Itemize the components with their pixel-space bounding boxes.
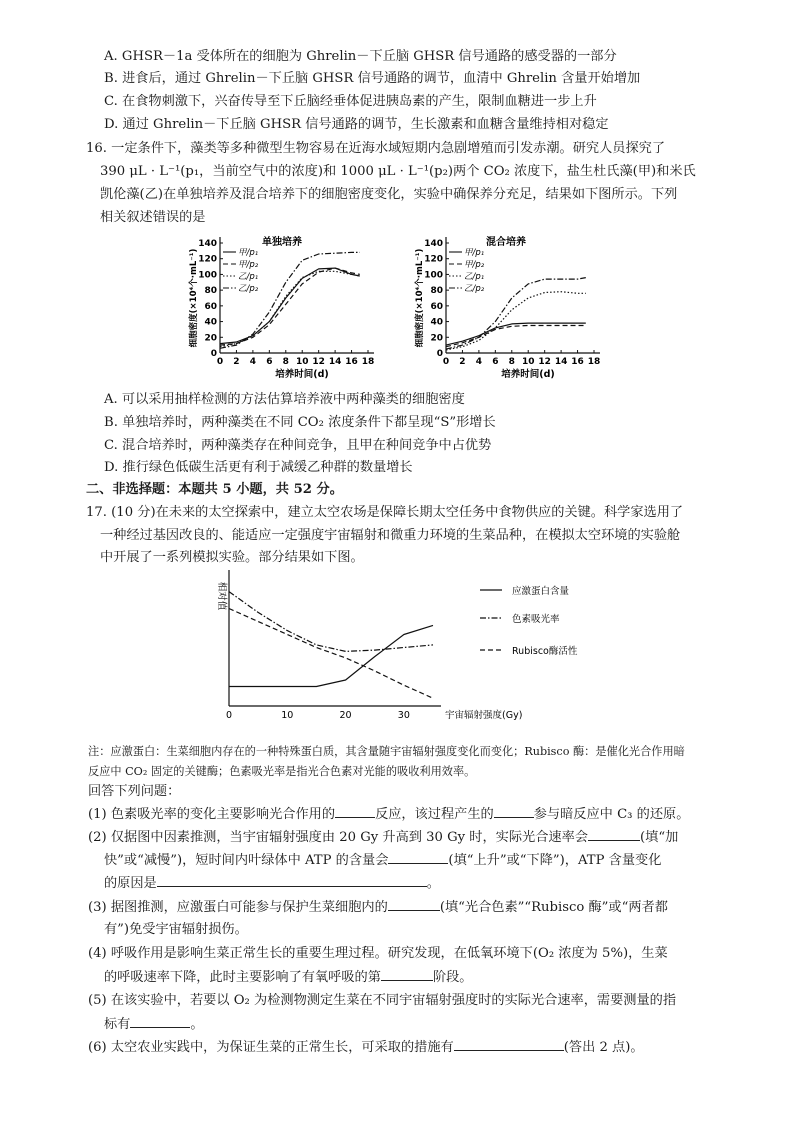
q17-stem-line: 中开展了一系列模拟实验。部分结果如下图。 bbox=[100, 550, 364, 565]
y-tick-label: 40 bbox=[430, 317, 443, 328]
legend-label: 甲/p₂ bbox=[464, 260, 485, 270]
q15-option-b: B. 进食后，通过 Ghrelin－下丘脑 GHSR 信号通路的调节，血清中 Ghrelin 含量开始增加 bbox=[104, 71, 641, 86]
x-axis-label: 培养时间(d) bbox=[275, 369, 329, 380]
y-tick-label: 60 bbox=[204, 301, 217, 312]
y-tick-label: 100 bbox=[424, 270, 443, 281]
legend-label: 应激蛋白含量 bbox=[512, 586, 570, 597]
y-tick-label: 20 bbox=[430, 333, 443, 344]
q17-sub1: (1) 色素吸光率的变化主要影响光合作用的 反应，该过程产生的 参与暗反应中 C₃ 的还原。 bbox=[88, 804, 689, 824]
chart-title: 单独培养 bbox=[262, 237, 302, 248]
x-tick-label: 18 bbox=[361, 357, 375, 367]
q16-option-b: B. 单独培养时，两种藻类在不同 CO₂ 浓度条件下都呈现“S”形增长 bbox=[104, 415, 496, 430]
y-tick-label: 0 bbox=[436, 349, 443, 359]
x-tick-label: 12 bbox=[538, 357, 551, 367]
series-line bbox=[446, 326, 586, 347]
q17-sub2-line2: 快”或“减慢”)，短时间内叶绿体中 ATP 的含量会 (填“上升”或“下降”)，ATP 含量变化 bbox=[104, 850, 661, 870]
x-tick-label: 20 bbox=[339, 710, 352, 721]
y-tick-label: 140 bbox=[198, 239, 217, 249]
q17-sub2-line1: (2) 仅据图中因素推测，当宇宙辐射强度由 20 Gy 升高到 30 Gy 时，实际光合速率会 (填“加 bbox=[88, 827, 678, 847]
x-tick-label: 16 bbox=[571, 357, 584, 367]
y-tick-label: 40 bbox=[204, 317, 217, 328]
q17-sub6: (6) 太空农业实践中，为保证生菜的正常生长，可采取的措施有 (答出 2 点)。 bbox=[88, 1037, 644, 1057]
q15-option-a: A. GHSR－1a 受体所在的细胞为 Ghrelin－下丘脑 GHSR 信号通路的感受器的一部分 bbox=[104, 49, 617, 64]
x-tick-label: 2 bbox=[459, 357, 466, 367]
q15-option-d: D. 通过 Ghrelin－下丘脑 GHSR 信号通路的调节，生长激素和血糖含量维持相对稳定 bbox=[104, 117, 609, 132]
y-axis-label: 相对值 bbox=[216, 581, 227, 611]
q17-sub2-line3: 的原因是 。 bbox=[104, 873, 440, 893]
x-tick-label: 10 bbox=[295, 357, 309, 367]
answer-blank[interactable] bbox=[454, 1037, 564, 1051]
y-tick-label: 80 bbox=[204, 286, 217, 297]
x-tick-label: 8 bbox=[282, 357, 289, 367]
x-tick-label: 18 bbox=[587, 357, 601, 367]
x-tick-label: 4 bbox=[249, 357, 257, 367]
y-tick-label: 80 bbox=[430, 286, 443, 297]
series-line bbox=[229, 592, 433, 652]
q16-option-d: D. 推行绿色低碳生活更有利于减缓乙种群的数量增长 bbox=[104, 460, 413, 475]
x-tick-label: 16 bbox=[345, 357, 358, 367]
legend-label: 色素吸光率 bbox=[512, 614, 560, 625]
q17-sub4-line1: (4) 呼吸作用是影响生菜正常生长的重要生理过程。研究发现，在低氧环境下(O₂ 浓度为 5%)，生菜 bbox=[88, 946, 668, 961]
y-axis-label: 细胞密度(×10⁴个·mL⁻¹) bbox=[415, 248, 425, 348]
q16-stem-line: 凯伦藻(乙)在单独培养及混合培养下的细胞密度变化，实验中确保养分充足，结果如下图所示。下列 bbox=[100, 187, 678, 202]
legend-label: 乙/p₁ bbox=[464, 272, 485, 282]
legend-label: 乙/p₁ bbox=[238, 272, 259, 282]
x-tick-label: 6 bbox=[266, 357, 273, 367]
series-line bbox=[220, 271, 360, 346]
x-tick-label: 0 bbox=[442, 357, 450, 367]
answer-blank[interactable] bbox=[494, 804, 534, 818]
q15-option-c: C. 在食物刺激下，兴奋传导至下丘脑经垂体促进胰岛素的产生，限制血糖进一步上升 bbox=[104, 94, 597, 109]
q16-stem-line: 相关叙述错误的是 bbox=[100, 210, 206, 225]
legend-label: 甲/p₁ bbox=[238, 248, 259, 258]
answer-blank[interactable] bbox=[381, 967, 433, 981]
x-tick-label: 4 bbox=[475, 357, 483, 367]
x-tick-label: 30 bbox=[397, 710, 410, 721]
x-tick-label: 6 bbox=[492, 357, 499, 367]
x-axis-label: 宇宙辐射强度(Gy) bbox=[445, 710, 523, 721]
legend-label: Rubisco酶活性 bbox=[512, 646, 578, 657]
chart-title: 混合培养 bbox=[486, 237, 526, 248]
x-tick-label: 0 bbox=[225, 710, 233, 721]
chart-mixed-culture bbox=[404, 225, 614, 390]
answer-prompt: 回答下列问题： bbox=[88, 784, 181, 799]
x-tick-label: 0 bbox=[216, 357, 224, 367]
legend-label: 乙/p₂ bbox=[464, 284, 485, 294]
q17-sub3-line1: (3) 据图推测，应激蛋白可能参与保护生菜细胞内的 (填“光合色素”“Rubisco 酶”或“两者都 bbox=[88, 897, 668, 917]
y-tick-label: 140 bbox=[424, 239, 443, 249]
q16-option-a: A. 可以采用抽样检测的方法估算培养液中两种藻类的细胞密度 bbox=[104, 392, 465, 407]
x-tick-label: 2 bbox=[233, 357, 240, 367]
answer-blank[interactable] bbox=[388, 897, 440, 911]
q16-option-c: C. 混合培养时，两种藻类存在种间竞争，且甲在种间竞争中占优势 bbox=[104, 438, 492, 453]
q17-sub5-line1: (5) 在该实验中，若要以 O₂ 为检测物测定生菜在不同宇宙辐射强度时的实际光合速率，需要测量的指 bbox=[88, 993, 677, 1008]
y-tick-label: 60 bbox=[430, 301, 443, 312]
y-tick-label: 120 bbox=[424, 254, 443, 265]
chart-single-culture bbox=[178, 225, 388, 390]
q17-sub5-line2: 标有 。 bbox=[104, 1014, 204, 1034]
q16-stem-line: 390 μL · L⁻¹(p₁，当前空气中的浓度)和 1000 μL · L⁻¹(p₂)两个 CO₂ 浓度下，盐生杜氏藻(甲)和米氏 bbox=[100, 164, 696, 179]
answer-blank[interactable] bbox=[388, 850, 448, 864]
figure-note: 注：应激蛋白：生菜细胞内存在的一种特殊蛋白质，其含量随宇宙辐射强度变化而变化；Rubisco 酶：是催化光合作用暗 bbox=[88, 745, 685, 758]
q16-stem-line: 16. 一定条件下，藻类等多种微型生物容易在近海水域短期内急剧增殖而引发赤潮。研究人员探究了 bbox=[86, 141, 666, 156]
q17-stem-line: 一种经过基因改良的、能适应一定强度宇宙辐射和微重力环境的生菜品种，在模拟太空环境的实验舱 bbox=[100, 528, 681, 543]
q17-stem-line: 17. (10 分)在未来的太空探索中，建立太空农场是保障长期太空任务中食物供应的关键。科学家选用了 bbox=[86, 505, 684, 520]
y-axis-label: 细胞密度(×10⁴个·mL⁻¹) bbox=[189, 248, 199, 348]
x-tick-label: 10 bbox=[521, 357, 535, 367]
series-line bbox=[229, 609, 433, 699]
y-tick-label: 20 bbox=[204, 333, 217, 344]
legend-label: 甲/p₁ bbox=[464, 248, 485, 258]
legend-label: 乙/p₂ bbox=[238, 284, 259, 294]
answer-blank[interactable] bbox=[157, 873, 427, 887]
x-tick-label: 8 bbox=[508, 357, 515, 367]
figure-note: 反应中 CO₂ 固定的关键酶；色素吸光率是指光合色素对光能的吸收利用效率。 bbox=[88, 765, 476, 778]
chart-radiation bbox=[205, 568, 625, 728]
y-tick-label: 100 bbox=[198, 270, 217, 281]
answer-blank[interactable] bbox=[588, 827, 640, 841]
x-tick-label: 14 bbox=[554, 357, 568, 367]
x-tick-label: 12 bbox=[312, 357, 325, 367]
answer-blank[interactable] bbox=[130, 1014, 190, 1028]
y-tick-label: 0 bbox=[210, 349, 217, 359]
y-tick-label: 120 bbox=[198, 254, 217, 265]
answer-blank[interactable] bbox=[335, 804, 375, 818]
q17-sub4-line2: 的呼吸速率下降，此时主要影响了有氧呼吸的第 阶段。 bbox=[104, 967, 473, 987]
section-heading: 二、非选择题：本题共 5 小题，共 52 分。 bbox=[86, 482, 343, 497]
q17-sub3-line2: 有”)免受宇宙辐射损伤。 bbox=[104, 922, 248, 937]
legend-label: 甲/p₂ bbox=[238, 260, 259, 270]
series-line bbox=[229, 625, 433, 686]
x-tick-label: 14 bbox=[328, 357, 342, 367]
series-line bbox=[446, 292, 586, 350]
x-tick-label: 10 bbox=[281, 710, 294, 721]
x-axis-label: 培养时间(d) bbox=[501, 369, 555, 380]
